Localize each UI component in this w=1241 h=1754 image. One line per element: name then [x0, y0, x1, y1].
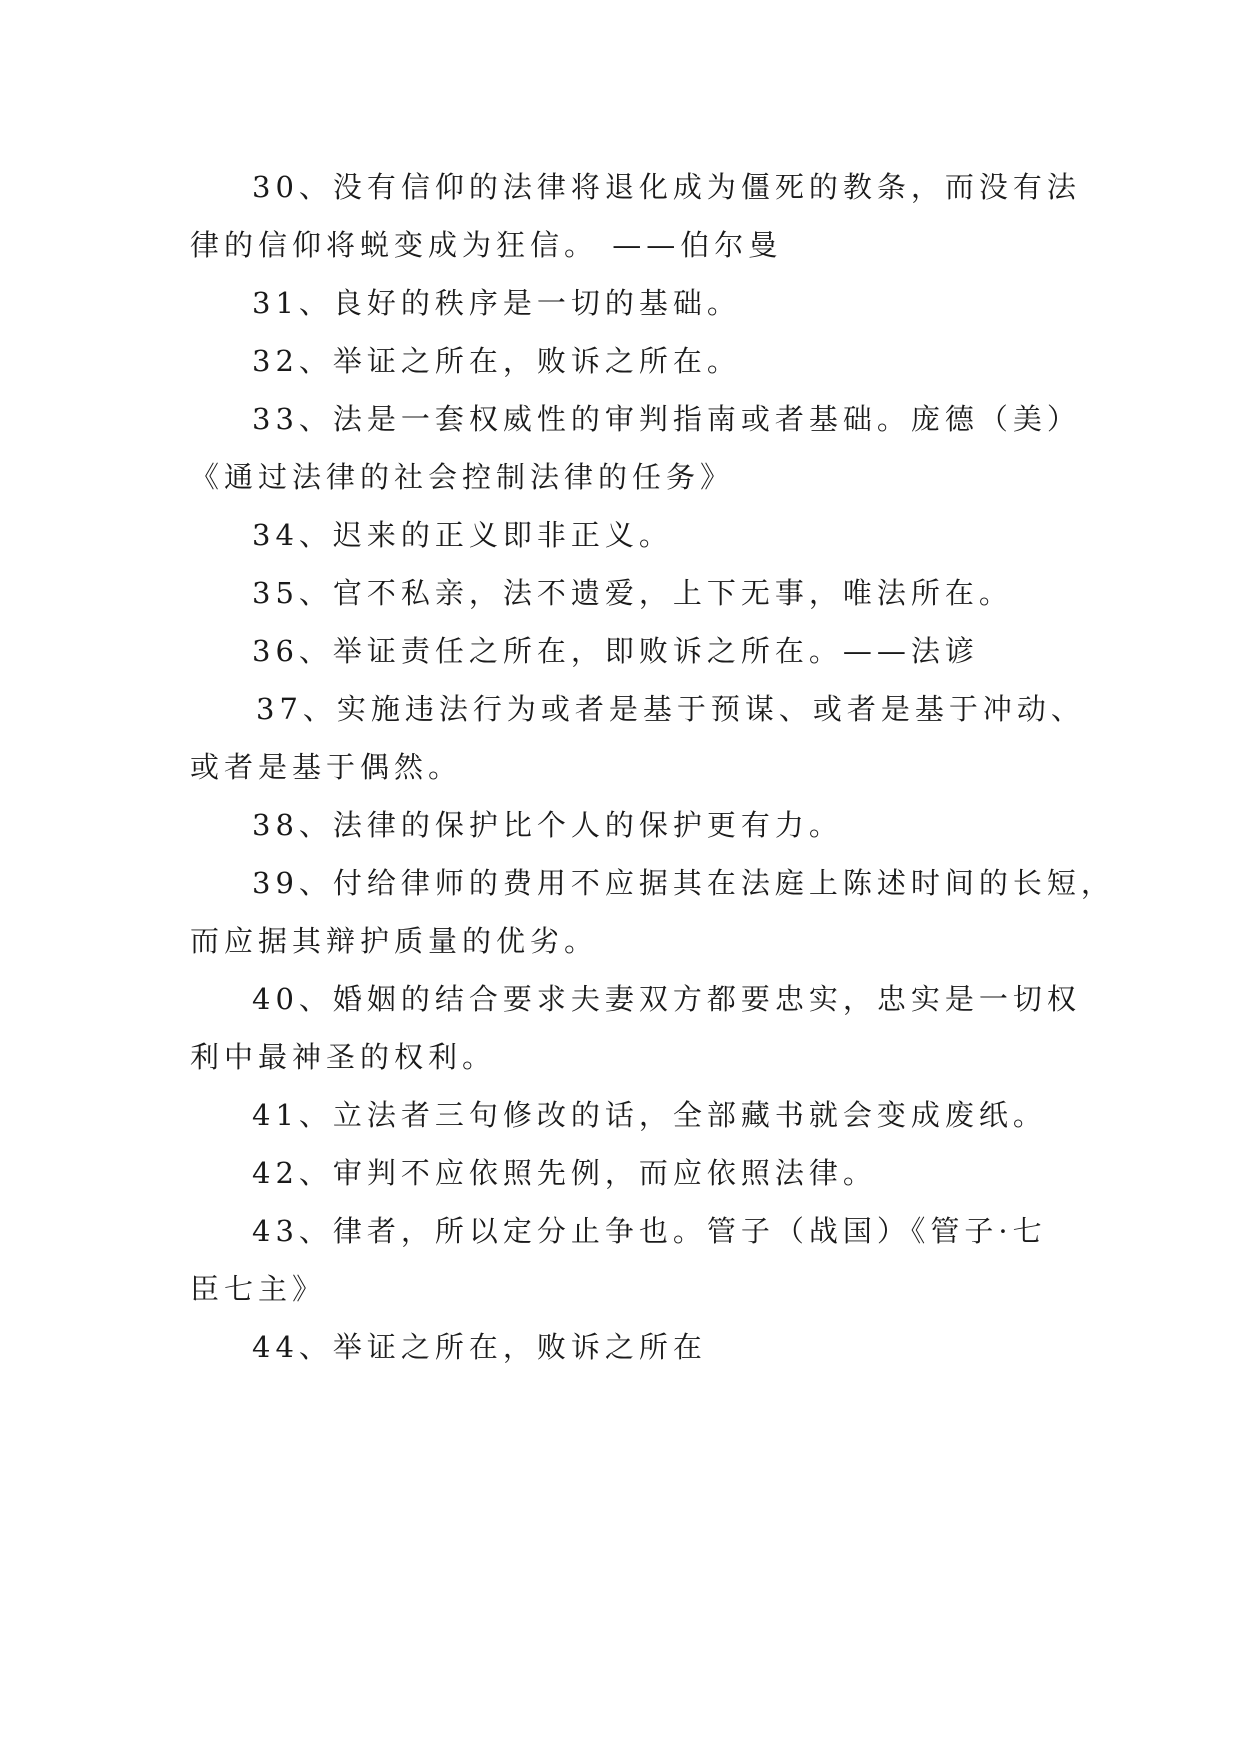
text-line: 31、良好的秩序是一切的基础。 [252, 286, 741, 320]
text-line: 30、没有信仰的法律将退化成为僵死的教条，而没有法 [252, 170, 1081, 204]
text-line: 或者是基于偶然。 [190, 750, 463, 784]
text-line: 34、迟来的正义即非正义。 [252, 518, 673, 552]
text-line: 33、法是一套权威性的审判指南或者基础。庞德（美） [252, 402, 1081, 436]
text-line: 《通过法律的社会控制法律的任务》 [190, 460, 735, 494]
text-line: 38、法律的保护比个人的保护更有力。 [252, 808, 843, 842]
text-line: 而应据其辩护质量的优劣。 [190, 924, 599, 958]
text-line: 36、举证责任之所在，即败诉之所在。——法谚 [252, 634, 979, 668]
text-line: 41、立法者三句修改的话，全部藏书就会变成废纸。 [252, 1098, 1047, 1132]
text-line: 43、律者，所以定分止争也。管子（战国）《管子·七 [252, 1214, 1047, 1248]
text-line: 32、举证之所在，败诉之所在。 [252, 344, 741, 378]
text-line: 35、官不私亲，法不遗爱，上下无事，唯法所在。 [252, 576, 1013, 610]
text-line: 利中最神圣的权利。 [190, 1040, 497, 1074]
text-line: 37、实施违法行为或者是基于预谋、或者是基于冲动、 [256, 692, 1085, 726]
text-line: 39、付给律师的费用不应据其在法庭上陈述时间的长短， [252, 866, 1115, 900]
text-line: 律的信仰将蜕变成为狂信。 ——伯尔曼 [190, 228, 783, 262]
text-line: 44、举证之所在，败诉之所在 [252, 1330, 707, 1364]
text-line: 42、审判不应依照先例，而应依照法律。 [252, 1156, 877, 1190]
text-line: 臣七主》 [190, 1272, 327, 1306]
text-line: 40、婚姻的结合要求夫妻双方都要忠实，忠实是一切权 [252, 982, 1081, 1016]
